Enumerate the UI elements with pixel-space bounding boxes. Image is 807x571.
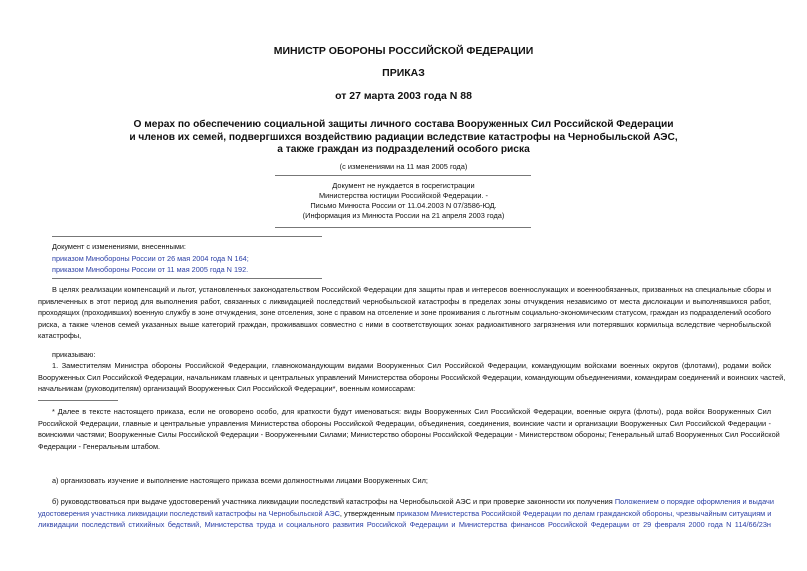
- item-b-line: [38, 496, 774, 508]
- item-b-line: [38, 508, 771, 520]
- registration-info: [0, 181, 807, 221]
- title-line: и членов их семей, подвергшихся воздействию радиации вследствие катастрофы на Чернобыльской АЭС,: [129, 131, 678, 143]
- item-b-text: б) руководствоваться при выдаче удостоверений участника ликвидации последствий катастрофы на Чернобыльской АЭС и при проверке законности их получения: [52, 497, 613, 506]
- document-title: [0, 119, 807, 157]
- doc-type-heading: ПРИКАЗ: [382, 67, 425, 79]
- footnote: [38, 406, 780, 452]
- doc-date: от 27 марта 2003 года N 88: [335, 90, 472, 102]
- ministry-heading: МИНИСТР ОБОРОНЫ РОССИЙСКОЙ ФЕДЕРАЦИИ: [273, 45, 534, 57]
- item-b-text: , утвержденным: [339, 508, 395, 518]
- footnote-divider: [38, 400, 118, 401]
- footnote-line: Федерации - Генеральным штабом.: [38, 441, 161, 451]
- registration-line: Письмо Минюста России от 11.04.2003 N 07/3586-ЮД.: [310, 201, 497, 210]
- preamble-line: катастрофы,: [38, 331, 82, 341]
- regulation-link[interactable]: Положением о порядке оформления и выдачи: [614, 497, 774, 506]
- footnote-line: * Далее в тексте настоящего приказа, если не оговорено особо, для краткости будут именоваться: виды Вооруженных Сил Российской Федерации, военные округа (флоты), рода войск Вооруженных Сил: [52, 407, 771, 416]
- item-1-line: начальникам (руководителям) организаций Вооруженных Сил Российской Федерации*, военным комиссарам:: [38, 384, 416, 394]
- preamble-line: привлеченных в этот период для выполнения работ, связанных с ликвидацией последствий чернобыльской катастрофы в пределах зоны отчуждения независимо от места дислокации и выполнявшихся работ,: [38, 296, 771, 306]
- registration-line: (Информация из Минюста России на 21 апреля 2003 года): [302, 211, 505, 220]
- item-b-line: [38, 519, 771, 531]
- changes-intro: Документ с изменениями, внесенными:: [52, 242, 186, 251]
- item-a: а) организовать изучение и выполнение настоящего приказа всеми должностными лицами Вооруженных Сил;: [52, 476, 428, 485]
- preamble-line: В целях реализации компенсаций и льгот, установленных законодательством Российской Федерации для защиты прав и интересов военнослужащих и военнообязанных, призванных на специальные сборы и: [52, 285, 771, 294]
- amendment-link-2004[interactable]: приказом Минобороны России от 26 мая 2004 года N 164;: [52, 254, 249, 263]
- item-1-line: 1. Заместителям Министра обороны Российской Федерации, главнокомандующим видами Вооруженных Сил Российской Федерации, командующим войсками военных округов (флотами), родами войск: [52, 361, 771, 370]
- item-b-paragraph: [38, 496, 774, 531]
- item-1-paragraph: [38, 360, 786, 395]
- preamble-line: риска, а также членов семей указанных выше категорий граждан, проживавших совместно с ними в соответствующих зонах радиоактивного загрязнения или потерявших кормильца вследствие чернобыльской: [38, 319, 771, 329]
- title-line: а также граждан из подразделений особого риска: [277, 144, 530, 155]
- joint-order-link[interactable]: приказом Министерства Российской Федерации по делам гражданской обороны, чрезвычайным ситуациям и: [396, 508, 772, 518]
- registration-line: Министерства юстиции Российской Федерации. -: [318, 191, 489, 200]
- regulation-link-continued[interactable]: удостоверения участника ликвидации последствий катастрофы на Чернобыльской АЭС: [38, 508, 340, 518]
- footnote-line: воинскими частями; Вооруженные Силы Российской Федерации - Вооруженными Силами; Министерство обороны Российской Федерации - Министерством обороны; Генеральный штаб Вооруженных Сил Российской: [38, 430, 780, 440]
- footnote-line: Российской Федерации, главные и центральные управления Министерства обороны Российской Федерации, объединения, соединения, воинские части и организации Вооруженных Сил Российской Федерации -: [38, 418, 771, 428]
- item-1-line: Вооруженных Сил Российской Федерации, начальникам главных и центральных управлений Министерства обороны Российской Федерации, командующим объединениями, командирам соединений и воинских частей,: [38, 372, 786, 382]
- amendment-note: (с изменениями на 11 мая 2005 года): [339, 162, 468, 171]
- preamble-paragraph: [38, 284, 771, 342]
- order-word: приказываю:: [52, 350, 96, 359]
- registration-line: Документ не нуждается в госрегистрации: [332, 181, 475, 190]
- divider: [275, 175, 531, 176]
- title-line: О мерах по обеспечению социальной защиты личного состава Вооруженных Сил Российской Федерации: [133, 119, 674, 130]
- divider: [52, 236, 322, 237]
- divider: [275, 227, 531, 228]
- preamble-line: проходящих (проходивших) военную службу в зоне отчуждения, зоне отселения, зоне с правом на отселение и зоне проживания с льготным социально-экономическим статусом, граждан из подразделений особого: [38, 308, 771, 318]
- joint-order-link-continued[interactable]: ликвидации последствий стихийных бедствий, Министерства труда и социального развития Российской Федерации и Министерства финансов Российской Федерации от 29 февраля 2000 года N 114/66/23н: [38, 520, 771, 530]
- amendment-link-2005[interactable]: приказом Минобороны России от 11 мая 2005 года N 192.: [52, 265, 249, 274]
- divider: [52, 278, 322, 279]
